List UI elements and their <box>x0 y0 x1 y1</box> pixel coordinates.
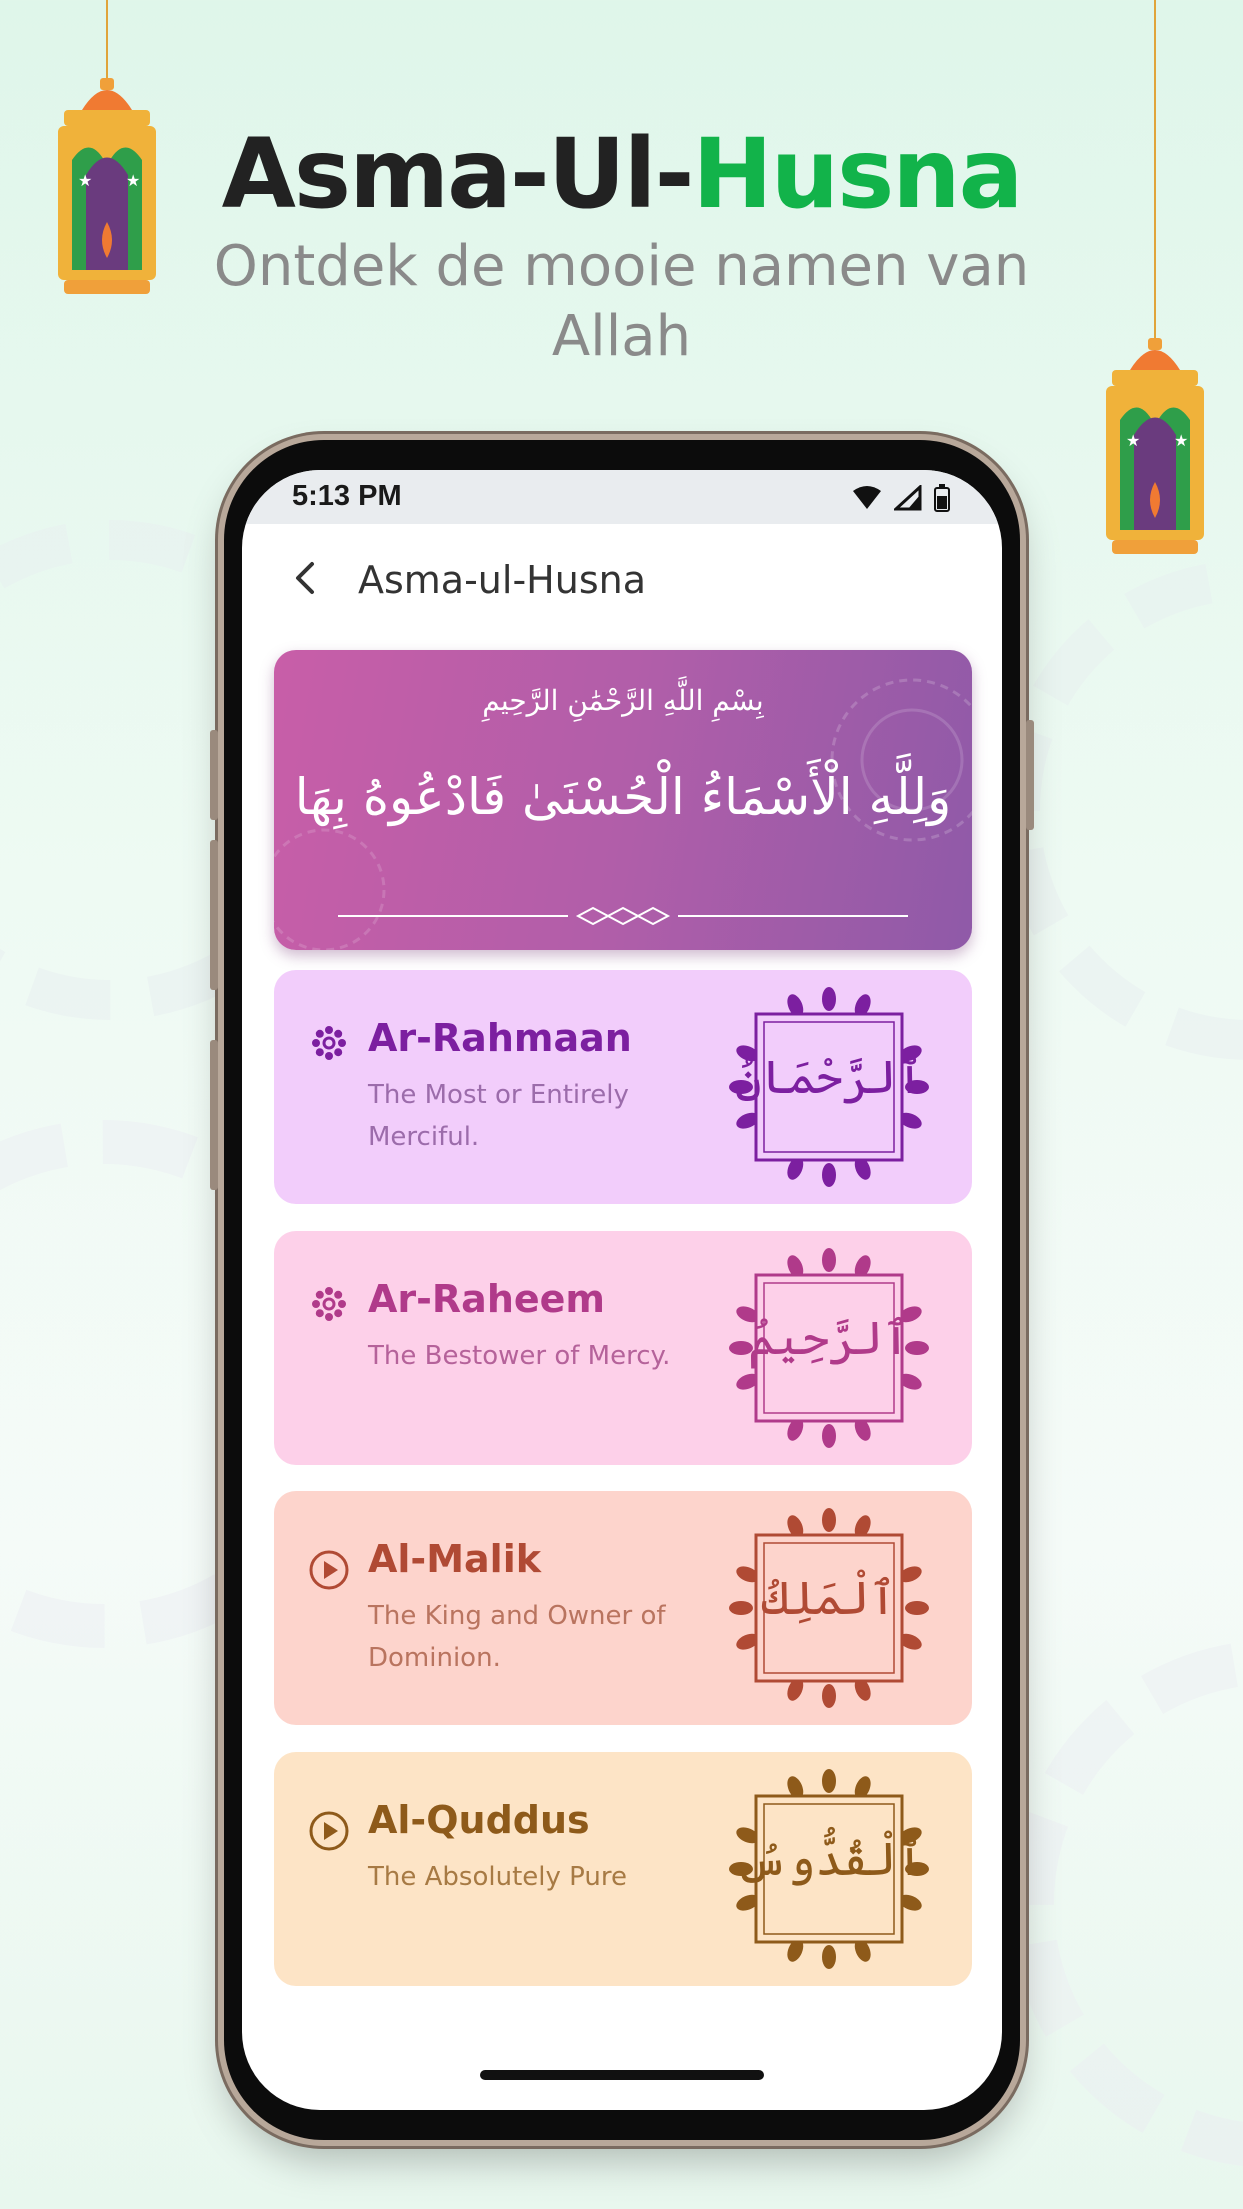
name-meaning: The King and Owner of Dominion. <box>368 1601 666 1673</box>
flower-icon <box>308 1283 350 1325</box>
back-arrow-icon <box>290 560 318 596</box>
svg-text:★: ★ <box>1126 431 1141 450</box>
calligraphy-frame <box>724 1245 934 1451</box>
status-icons <box>852 484 950 512</box>
name-title: Al-Malik <box>368 1537 541 1581</box>
name-arabic: ٱلْقُدُّوسُ <box>734 1832 924 1886</box>
calligraphy-frame <box>724 1505 934 1711</box>
name-meaning: The Most or Entirely Merciful. <box>368 1080 629 1152</box>
background-ornament <box>1010 1640 1243 2168</box>
verse-banner <box>274 650 972 950</box>
hero-subtitle: Ontdek de mooie namen van Allah <box>213 234 1030 369</box>
phone-screen <box>242 470 1002 2110</box>
phone-side-button <box>210 1040 218 1190</box>
name-arabic: ٱلرَّحِيمُ <box>748 1311 910 1365</box>
banner-ornament <box>274 810 404 950</box>
signal-icon <box>894 485 922 511</box>
battery-icon <box>934 484 950 512</box>
phone-side-button <box>1026 720 1034 830</box>
phone-side-button <box>210 840 218 990</box>
name-title: Al-Quddus <box>368 1798 590 1842</box>
play-icon[interactable] <box>308 1810 350 1852</box>
page-title: Asma-ul-Husna <box>358 558 646 602</box>
svg-text:★: ★ <box>78 171 93 190</box>
name-meaning: The Absolutely Pure <box>368 1862 627 1892</box>
hero-title: Asma-Ul-Husna <box>221 118 1022 230</box>
hero-title-accent: Husna <box>692 118 1022 230</box>
flower-icon <box>308 1022 350 1064</box>
app-header <box>242 524 1002 634</box>
play-icon[interactable] <box>308 1549 350 1591</box>
name-title: Ar-Raheem <box>368 1277 606 1321</box>
name-title: Ar-Rahmaan <box>368 1016 632 1060</box>
name-card[interactable] <box>274 970 972 1204</box>
background-ornament <box>1000 560 1243 1060</box>
name-card[interactable] <box>274 1231 972 1465</box>
phone-side-button <box>210 730 218 820</box>
phone-frame <box>224 440 1020 2140</box>
calligraphy-frame <box>724 984 934 1190</box>
status-time: 5:13 PM <box>292 480 402 512</box>
banner-bismillah: بِسْمِ اللَّهِ الرَّحْمَٰنِ الرَّحِيمِ <box>482 684 764 717</box>
name-arabic: ٱلْمَلِكُ <box>761 1571 897 1625</box>
name-arabic: ٱلرَّحْمَانُ <box>734 1050 924 1104</box>
calligraphy-frame <box>724 1766 934 1972</box>
banner-verse: وَلِلَّهِ الْأَسْمَاءُ الْحُسْنَىٰ فَادْعُوهُ بِهَا <box>294 768 952 826</box>
banner-divider <box>338 906 908 926</box>
name-card[interactable] <box>274 1752 972 1986</box>
lantern-icon <box>52 0 162 300</box>
status-bar <box>242 470 1002 524</box>
name-meaning: The Bestower of Mercy. <box>368 1341 671 1371</box>
wifi-icon <box>852 485 882 511</box>
lantern-icon <box>1100 0 1210 560</box>
name-card[interactable] <box>274 1491 972 1725</box>
back-button[interactable] <box>280 554 328 602</box>
svg-text:★: ★ <box>126 171 141 190</box>
svg-text:★: ★ <box>1174 431 1189 450</box>
home-indicator[interactable] <box>480 2070 764 2080</box>
